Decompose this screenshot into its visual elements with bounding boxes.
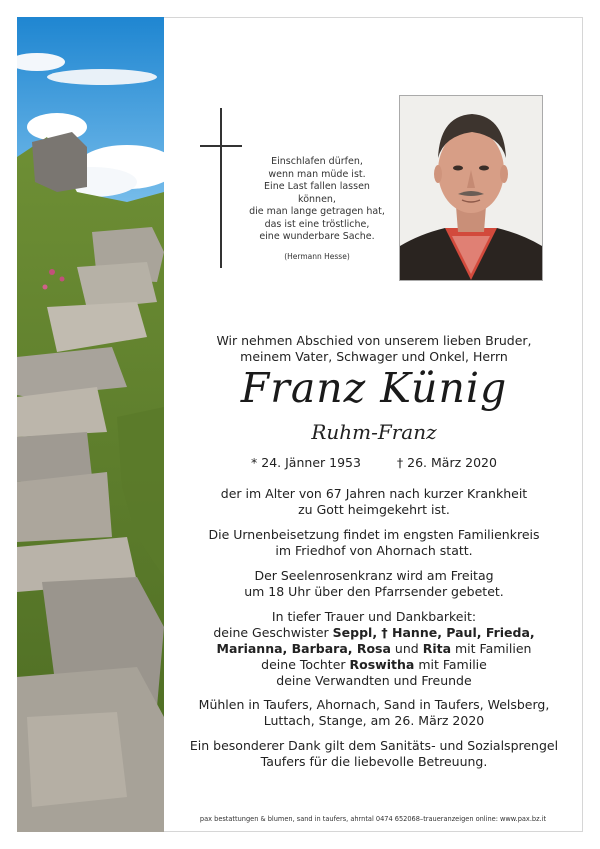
thanks-line: Taufers für die liebevolle Betreuung. [260, 754, 488, 769]
passing-line: der im Alter von 67 Jahren nach kurzer Krankheit [220, 486, 528, 501]
passing-line: zu Gott heimgekehrt ist. [298, 502, 450, 517]
places-line: Mühlen in Taufers, Ahornach, Sand in Taufers, Welsberg, [198, 697, 550, 712]
intro-line: Wir nehmen Abschied von unserem lieben Bruder, [216, 333, 532, 348]
poem-line: wenn man müde ist. [268, 168, 366, 180]
mourners-heading: In tiefer Trauer und Dankbarkeit: [271, 609, 477, 624]
rosary-text [174, 568, 574, 600]
poem-line: Eine Last fallen lassen können, [264, 181, 370, 205]
poem-line: die man lange getragen hat, [249, 206, 385, 217]
places-line: Luttach, Stange, am 26. März 2020 [263, 713, 485, 728]
places-text [174, 697, 574, 729]
poem-line: eine wunderbare Sache. [259, 231, 375, 242]
family-label: mit Familie [418, 657, 487, 672]
mourners-text [174, 609, 574, 689]
poem-line: Einschlafen dürfen, [271, 156, 363, 167]
passing-text [174, 486, 574, 518]
burial-text [174, 527, 574, 559]
poem-author: (Hermann Hesse) [284, 251, 350, 261]
mourners-daughter [174, 657, 574, 673]
poem [244, 156, 390, 263]
intro-line: meinem Vater, Schwager und Onkel, Herrn [240, 349, 508, 364]
burial-line: im Friedhof von Ahornach statt. [275, 543, 473, 558]
mountain-path-photo [17, 17, 164, 832]
daughter-label: deine Tochter [261, 657, 346, 672]
siblings-names: Seppl, † Hanne, Paul, Frieda, [332, 625, 535, 640]
cross-icon [220, 108, 222, 268]
rosary-line: um 18 Uhr über den Pfarrsender gebetet. [244, 584, 504, 599]
sibling-name-rita: Rita [422, 641, 452, 656]
birth-date: * 24. Jänner 1953 [251, 455, 361, 470]
siblings-names-cont: Marianna, Barbara, Rosa [216, 641, 391, 656]
mourners-siblings [174, 625, 574, 641]
mourners-relatives: deine Verwandten und Freunde [276, 673, 472, 688]
deceased-nickname: Ruhm-Franz [311, 420, 437, 444]
thanks-text [174, 738, 574, 770]
daughter-name: Roswitha [349, 657, 415, 672]
life-dates [174, 455, 574, 470]
rosary-line: Der Seelenrosenkranz wird am Freitag [254, 568, 494, 583]
thanks-line: Ein besonderer Dank gilt dem Sanitäts- und Sozialsprengel [189, 738, 559, 753]
portrait-photo [399, 95, 543, 281]
deceased-name: Franz Künig [240, 364, 508, 412]
families-label: mit Familien [455, 641, 532, 656]
and-word: und [394, 641, 419, 656]
footer: pax bestattungen & blumen, sand in taufers, ahrntal 0474 652068–traueranzeigen online: www.pax.bz.it [199, 815, 547, 823]
cross-icon-bar [200, 145, 242, 147]
death-date: † 26. März 2020 [396, 455, 497, 470]
intro-text [174, 333, 574, 365]
poem-line: das ist eine tröstliche, [264, 218, 370, 230]
siblings-label: deine Geschwister [213, 625, 329, 640]
mourners-siblings-cont [174, 641, 574, 657]
burial-line: Die Urnenbeisetzung findet im engsten Familienkreis [208, 527, 540, 542]
